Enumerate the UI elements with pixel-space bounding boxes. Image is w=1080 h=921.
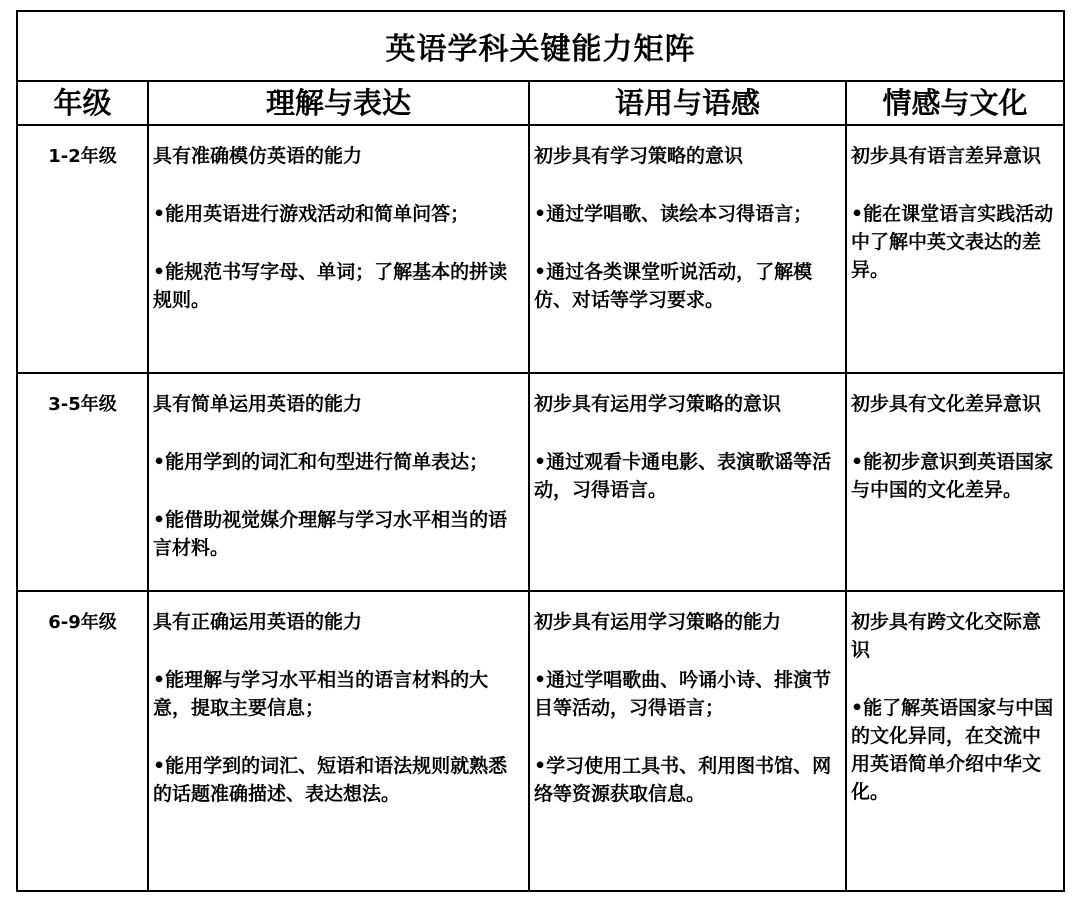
cell-text: •能借助视觉媒介理解与学习水平相当的语言材料。 bbox=[153, 509, 508, 559]
cell-text: •能在课堂语言实践活动中了解中英文表达的差异。 bbox=[851, 203, 1054, 281]
understanding-cell bbox=[148, 125, 529, 373]
table-row bbox=[17, 373, 1064, 591]
pragmatics-cell bbox=[529, 373, 846, 591]
cell-text: 初步具有学习策略的意识 bbox=[534, 145, 744, 167]
cell-text: 初步具有文化差异意识 bbox=[851, 393, 1042, 415]
matrix-frame bbox=[16, 10, 1063, 906]
culture-cell bbox=[846, 125, 1064, 373]
cell-text: •能用英语进行游戏活动和简单问答； bbox=[153, 203, 470, 225]
table-title: 英语学科关键能力矩阵 bbox=[17, 11, 1064, 81]
header-culture: 情感与文化 bbox=[846, 81, 1064, 125]
competency-matrix-table bbox=[16, 10, 1065, 892]
understanding-cell bbox=[148, 373, 529, 591]
grade-cell: 6-9年级 bbox=[17, 591, 148, 891]
cell-text: •学习使用工具书、利用图书馆、网络等资源获取信息。 bbox=[534, 755, 832, 805]
cell-text: •能用学到的词汇和句型进行简单表达； bbox=[153, 451, 489, 473]
cell-text: 具有准确模仿英语的能力 bbox=[153, 145, 363, 167]
cell-text: •通过各类课堂听说活动，了解模仿、对话等学习要求。 bbox=[534, 261, 813, 311]
header-pragmatics: 语用与语感 bbox=[529, 81, 846, 125]
table-row bbox=[17, 125, 1064, 373]
cell-text: •能初步意识到英语国家与中国的文化差异。 bbox=[851, 451, 1054, 501]
cell-text: •通过观看卡通电影、表演歌谣等活动，习得语言。 bbox=[534, 451, 832, 501]
understanding-cell bbox=[148, 591, 529, 891]
cell-text: 初步具有运用学习策略的能力 bbox=[534, 611, 782, 633]
grade-cell: 3-5年级 bbox=[17, 373, 148, 591]
cell-text: 具有简单运用英语的能力 bbox=[153, 393, 363, 415]
culture-cell bbox=[846, 591, 1064, 891]
pragmatics-cell bbox=[529, 591, 846, 891]
cell-text: •通过学唱歌、读绘本习得语言； bbox=[534, 203, 813, 225]
cell-text: •能了解英语国家与中国的文化异同，在交流中用英语简单介绍中华文化。 bbox=[851, 697, 1054, 803]
cell-text: 初步具有跨文化交际意识 bbox=[851, 611, 1042, 661]
pragmatics-cell bbox=[529, 125, 846, 373]
cell-text: •能用学到的词汇、短语和语法规则就熟悉的话题准确描述、表达想法。 bbox=[153, 755, 508, 805]
table-row bbox=[17, 591, 1064, 891]
cell-text: 初步具有运用学习策略的意识 bbox=[534, 393, 782, 415]
culture-cell bbox=[846, 373, 1064, 591]
cell-text: •能理解与学习水平相当的语言材料的大意，提取主要信息； bbox=[153, 669, 489, 719]
cell-text: •通过学唱歌曲、吟诵小诗、排演节目等活动，习得语言； bbox=[534, 669, 832, 719]
header-grade: 年级 bbox=[17, 81, 148, 125]
header-understanding: 理解与表达 bbox=[148, 81, 529, 125]
cell-text: 初步具有语言差异意识 bbox=[851, 145, 1042, 167]
cell-text: 具有正确运用英语的能力 bbox=[153, 611, 363, 633]
grade-cell: 1-2年级 bbox=[17, 125, 148, 373]
cell-text: •能规范书写字母、单词；了解基本的拼读规则。 bbox=[153, 261, 508, 311]
